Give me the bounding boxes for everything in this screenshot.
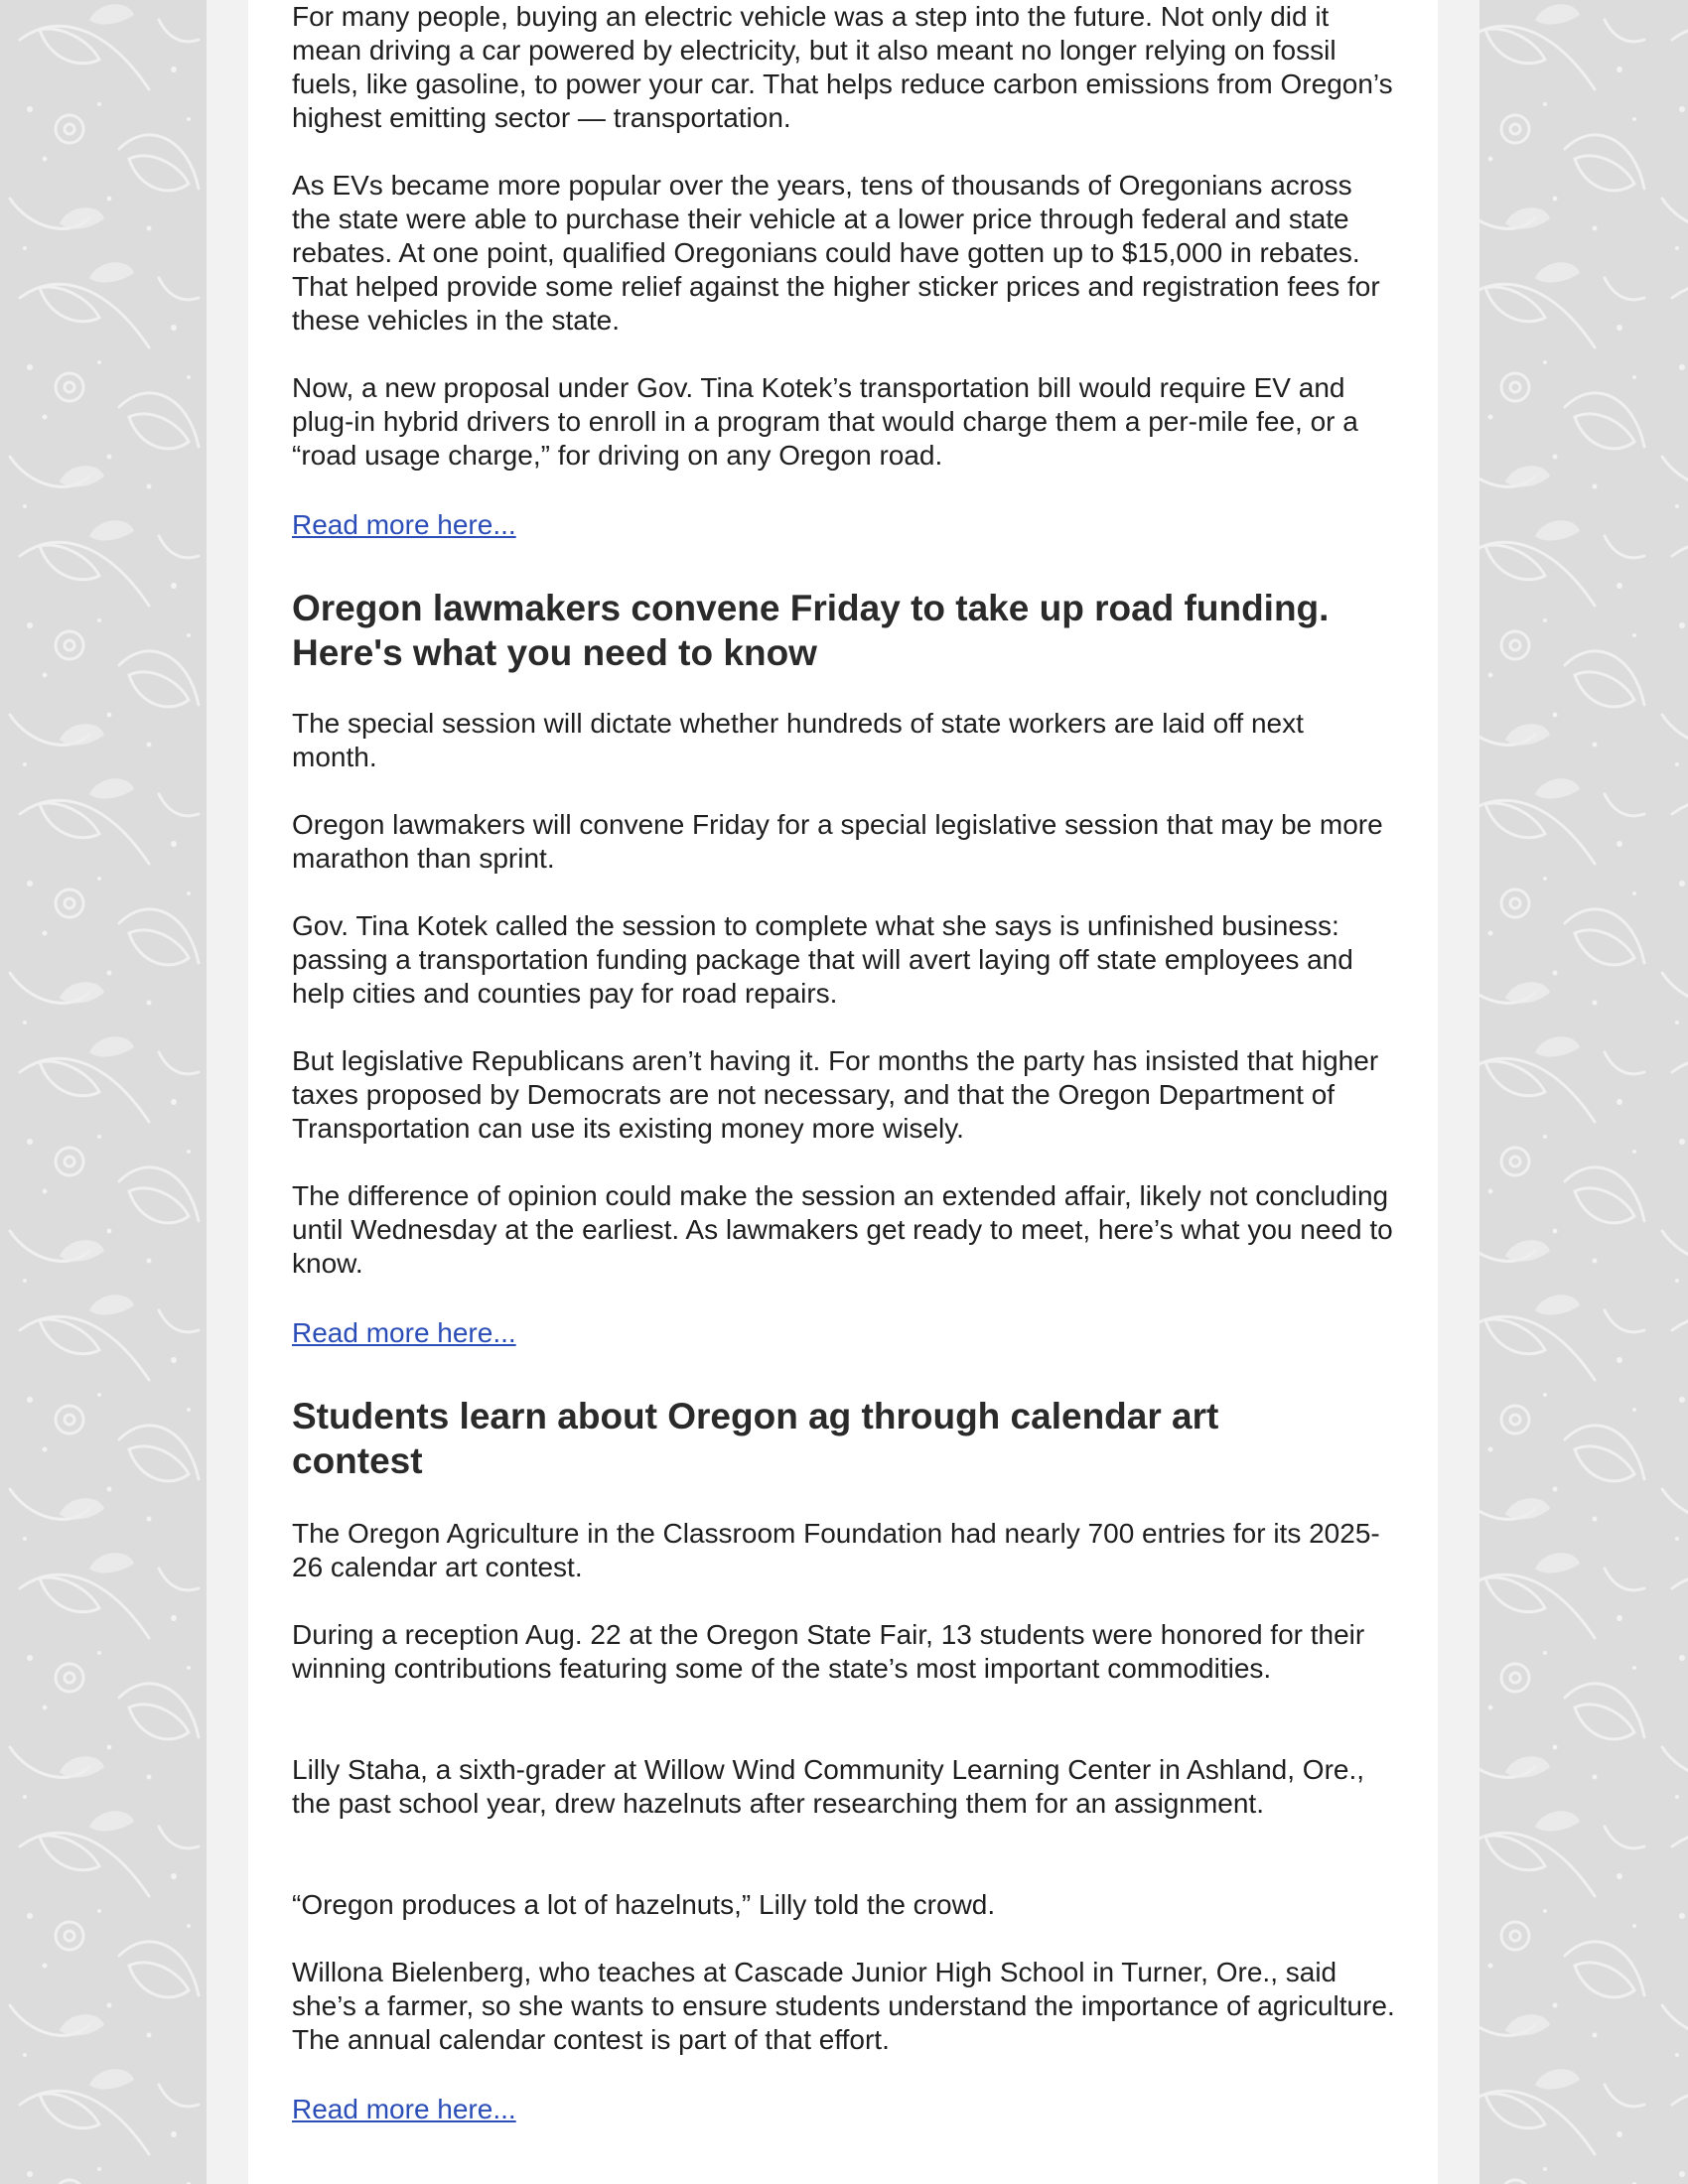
- article-paragraph: During a reception Aug. 22 at the Oregon State Fair, 13 students were honored for their winning contributions featuring some of the state’s most important commodities.: [292, 1619, 1365, 1684]
- read-more-link[interactable]: Read more here...: [292, 2094, 516, 2124]
- article-paragraph: Gov. Tina Kotek called the session to complete what she says is unfinished business: passing a transportation funding package that will avert laying off state employees and help cities and counties pay for road repairs.: [292, 910, 1353, 1009]
- article-paragraph: Willona Bielenberg, who teaches at Cascade Junior High School in Turner, Ore., said she’s a farmer, so she wants to ensure students understand the importance of agriculture. The annual calendar contest is part of that effort.: [292, 1957, 1395, 2055]
- article-title: Oregon lawmakers convene Friday to take up road funding. Here's what you need to know: [292, 588, 1330, 673]
- article-paragraph: For many people, buying an electric vehicle was a step into the future. Not only did it mean driving a car powered by electricity, but it also meant no longer relying on fossil fuels, like gasoline, to power your car. That helps reduce carbon emissions from Oregon’s highest emitting sector — transportation.: [292, 1, 1393, 133]
- article-paragraph: Oregon lawmakers will convene Friday for a special legislative session that may be more marathon than sprint.: [292, 809, 1383, 874]
- article-paragraph: “Oregon produces a lot of hazelnuts,” Lilly told the crowd.: [292, 1889, 996, 1920]
- article-paragraph: As EVs became more popular over the years, tens of thousands of Oregonians across the state were able to purchase their vehicle at a lower price through federal and state rebates. At one point, qualified Oregonians could have gotten up to $15,000 in rebates. That helped provide some relief against the higher sticker prices and registration fees for these vehicles in the state.: [292, 170, 1380, 336]
- article-paragraph: Now, a new proposal under Gov. Tina Kotek’s transportation bill would require EV and plug-in hybrid drivers to enroll in a program that would charge them a per-mile fee, or a “road usage charge,” for driving on any Oregon road.: [292, 372, 1358, 471]
- article-paragraph: The special session will dictate whether hundreds of state workers are laid off next month.: [292, 708, 1304, 772]
- read-more-link[interactable]: Read more here...: [292, 509, 516, 540]
- article-paragraph: The Oregon Agriculture in the Classroom Foundation had nearly 700 entries for its 2025-26 calendar art contest.: [292, 1518, 1380, 1582]
- read-more-link[interactable]: Read more here...: [292, 1317, 516, 1348]
- article-paragraph: Lilly Staha, a sixth-grader at Willow Wind Community Learning Center in Ashland, Ore., the past school year, drew hazelnuts after researching them for an assignment.: [292, 1754, 1365, 1819]
- article-paragraph: But legislative Republicans aren’t having it. For months the party has insisted that higher taxes proposed by Democrats are not necessary, and that the Oregon Department of Transportation can use its existing money more wisely.: [292, 1045, 1379, 1144]
- article-title: Students learn about Oregon ag through calendar art contest: [292, 1396, 1219, 1481]
- article-paragraph: The difference of opinion could make the session an extended affair, likely not concluding until Wednesday at the earliest. As lawmakers get ready to meet, here’s what you need to know.: [292, 1180, 1393, 1279]
